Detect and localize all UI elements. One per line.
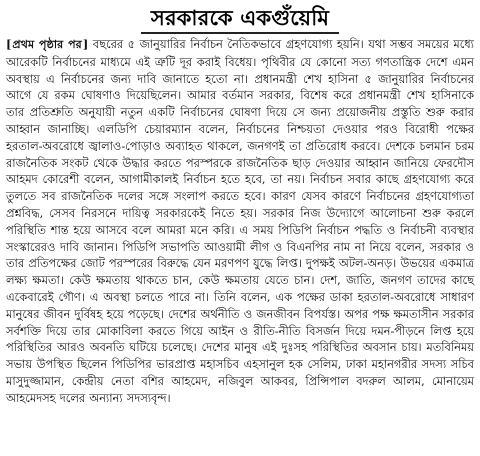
article-text: বছরের ৫ জানুয়ারির নির্বাচন নৈতিকভাবে গ্রহণযোগ্য হয়নি। যথা সম্ভব সময়ের মধ্যে আরেকটি নির্বাচনের মাধ্যমে এই ত্রুটি দূর করাই বিধেয়। পৃথিবীর যে কোনো সত্য গণতান্ত্রিক দেশে এমন অবস্থায় এ নির্বাচনের জন্য দাবি জানাতে হতো না। প্রধানমন্ত্রী শেখ হাসিনা ৫ জানুয়ারির নির্বাচনের আগে যে রকম ঘোষণাও দিয়েছিলেন। আমার বর্তমান সরকার, বিশেষ করে প্রধানমন্ত্রী শেখ হাসিনাকে তার প্রতিশ্রুতি অনুযায়ী নতুন একটি নির্বাচনের ঘোষণা দিয়ে সে জন্য প্রয়োজনীয় প্রস্তুতি শুরু করার আহ্বান জানাচ্ছি। এলডিপি চেয়ারম্যান বলেন, নির্বাচনের নিশ্চয়তা দেওয়ার পরও বিরোধী পক্ষের হরতাল-অবরোধে জ্বালাও-পোড়াও অব্যাহত থাকলে, জনগণই তা প্রতিরোধ করবে। দেশকে চলমান চরম রাজনৈতিক সংকট থেকে উদ্ধার করতে পরস্পরকে রাজনৈতিক ছাড় দেওয়ার আহ্বান জানিয়ে ফেরদৌস আহমদ কোরেশী বলেন, আগামীকালই নির্বাচন হতে হবে, তা নয়। নির্বাচন সবার কাছে গ্রহণযোগ্য করে তুলতে সব রাজনৈতিক দলের সঙ্গে সংলাপ করতে হবে। কারণ যেসব কারণে নির্বাচনের গ্রহণযোগ্যতা প্রশ্নবিদ্ধ, সেসব নিরসনে দায়িত্ব সরকারকেই নিতে হয়। সরকার নিজ উদ্যোগে আলোচনা শুরু করলে পরিস্থিতি শান্ত হয়ে আসবে বলে আমরা মনে করি। এ সময় পিডিপি নির্বাচন পদ্ধতি ও নির্বাচনী ব্যবস্থার সংস্কারেরও দাবি জানান। পিডিপি সভাপতি আওয়ামী লীগ ও বিএনপির নাম না নিয়ে বলেন, সরকার ও তার প্রতিপক্ষের জোট পরস্পরের বিরুদ্ধে যেন মরণপণ যুদ্ধে লিপ্ত। দুপক্ষই অটল-অনড়। উভয়ের একমাত্র লক্ষ্য ক্ষমতা। কেউ ক্ষমতায় থাকতে চান, কেউ ক্ষমতায় যেতে চান। দেশ, জাতি, জনগণ তাদের কাছে একেবারেই গৌণ। এ অবস্থা চলতে পারে না। তিনি বলেন, এক পক্ষের ডাকা হরতাল-অবরোধে সাধারণ মানুষের জীবন দুর্বিষহ হয়ে পড়েছে। দেশের অর্থনীতি ও জনজীবন বিপর্যস্ত। অপর পক্ষ ক্ষমতাসীন সরকার সর্বশক্তি দিয়ে তার মোকাবিলা করতে গিয়ে আইন ও রীতি-নীতি বিসর্জন দিয়ে দমন-পীড়নে লিপ্ত হয়ে পরিস্থিতির আরও অবনতি ঘটিয়ে চলেছে। দেশের মানুষ এই দুঃসহ পরিস্থিতির অবসান চায়। মতবিনিময় সভায় উপস্থিত ছিলেন পিডিপির ভারপ্রাপ্ত মহাসচিব এহসানুল হক সেলিম, ঢাকা মহানগরীর সদস্য সচিব মাসুদুজ্জামান, কেন্দ্রীয় নেতা বশির আহমেদ, নজিবুল আকবর, প্রিন্সিপাল বদরুল আলম, মোনায়েম আহমেদসহ দলের অন্যান্য সদস্যবৃন্দ। <box>6 37 474 405</box>
prev-page-ref-open-bracket: [ <box>6 37 12 51</box>
headline-container <box>6 4 474 34</box>
headline: সরকারকে একগুঁয়েমি <box>141 4 339 34</box>
prev-page-ref-close-bracket: ] <box>82 37 89 51</box>
previous-page-reference: প্রথম পৃষ্ঠার পর <box>12 38 82 51</box>
article-body <box>6 36 474 407</box>
